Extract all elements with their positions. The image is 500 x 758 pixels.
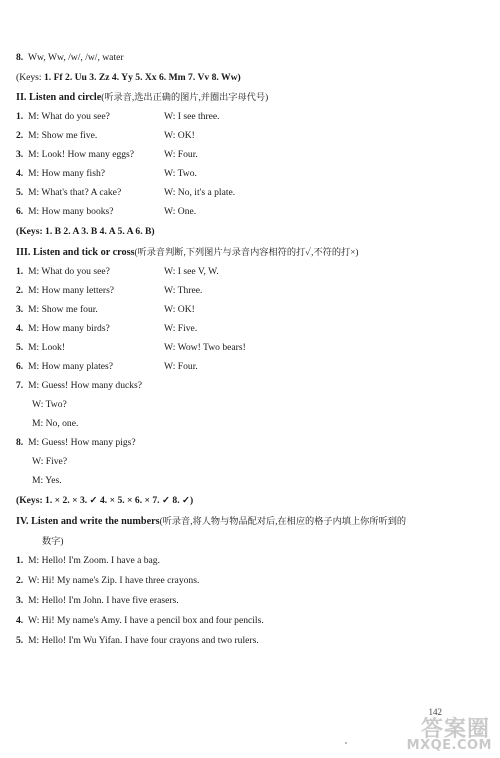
item-text: M: Hello! I'm John. I have five erasers. [28, 595, 179, 606]
section-note: (听录音判断,下列图片与录音内容相符的打✓,不符的打×) [134, 247, 359, 257]
item-text: M: Hello! I'm Zoom. I have a bag. [28, 555, 161, 566]
item-number: 3. [16, 595, 24, 606]
line-w: W: I see three. [164, 111, 220, 122]
line-m: M: How many fish? [28, 168, 106, 179]
item-number: 8. [16, 437, 24, 448]
line-m: M: No, one. [32, 418, 79, 429]
line-m: M: How many letters? [28, 285, 115, 296]
watermark-line-1: 答案圈 [420, 717, 490, 742]
item-number: 2. [16, 285, 24, 296]
line-m: M: How many plates? [28, 361, 113, 372]
line-m: M: Guess! How many ducks? [28, 380, 143, 391]
item-number: 4. [16, 615, 24, 626]
watermark-logo [398, 712, 494, 756]
item-number: 1. [16, 555, 24, 566]
item-text: M: Hello! I'm Wu Yifan. I have four crayons and two rulers. [28, 635, 259, 646]
section-note: (听录音,选出正确的图片,并圈出字母代号) [101, 92, 269, 102]
line-w: W: I see V, W. [164, 266, 219, 277]
section-note-continued: 数字) [42, 536, 64, 546]
section-title: IV. Listen and write the numbers [16, 516, 160, 527]
line-m: M: What do you see? [28, 111, 110, 122]
item-text: Ww, Ww, /w/, /w/, water [28, 52, 124, 63]
item-text: W: Hi! My name's Zip. I have three crayons. [28, 575, 200, 586]
watermark-line-2: MXQE.COM [406, 738, 492, 753]
line-w: W: Two. [164, 168, 197, 179]
line-w: W: Four. [164, 361, 198, 372]
item-text: W: Hi! My name's Amy. I have a pencil box and four pencils. [28, 615, 264, 626]
line-w: W: OK! [164, 130, 195, 141]
section-note: (听录音,将人物与物品配对后,在相应的格子内填上你所听到的 [159, 516, 407, 526]
item-number: 3. [16, 149, 24, 160]
line-w: W: Five? [32, 456, 68, 467]
item-number: 2. [16, 130, 24, 141]
section-title: III. Listen and tick or cross [16, 247, 135, 258]
item-number: 5. [16, 187, 24, 198]
line-w: W: Three. [164, 285, 203, 296]
item-number: 2. [16, 575, 24, 586]
line-m: M: Guess! How many pigs? [28, 437, 136, 448]
keys-text: (Keys: 1. × 2. × 3. ✓ 4. × 5. × 6. × 7. ✓ 8. ✓) [16, 495, 194, 506]
line-w: W: One. [164, 206, 197, 217]
item-number: 7. [16, 380, 24, 391]
line-w: W: Four. [164, 149, 198, 160]
section-title: II. Listen and circle [16, 92, 102, 103]
speck [345, 742, 347, 744]
line-w: W: No, it's a plate. [164, 187, 236, 198]
line-m: M: What's that? A cake? [28, 187, 122, 198]
keys-text: (Keys: 1. B 2. A 3. B 4. A 5. A 6. B) [16, 226, 155, 237]
line-m: M: Show me four. [28, 304, 98, 315]
item-number: 8. [16, 52, 24, 63]
item-number: 5. [16, 342, 24, 353]
item-number: 3. [16, 304, 24, 315]
item-number: 4. [16, 323, 24, 334]
keys-prefix: (Keys: [16, 72, 42, 83]
line-w: W: Wow! Two bears! [164, 342, 246, 353]
line-m: M: How many birds? [28, 323, 110, 334]
line-m: M: Look! [28, 342, 66, 353]
item-number: 5. [16, 635, 24, 646]
page-number: 142 [428, 707, 442, 717]
item-number: 1. [16, 266, 24, 277]
item-number: 4. [16, 168, 24, 179]
item-number: 6. [16, 361, 24, 372]
line-m: M: What do you see? [28, 266, 110, 277]
item-number: 6. [16, 206, 24, 217]
line-w: W: Two? [32, 399, 67, 410]
line-m: M: Yes. [32, 475, 62, 486]
line-m: M: How many books? [28, 206, 114, 217]
line-w: W: OK! [164, 304, 195, 315]
item-number: 1. [16, 111, 24, 122]
line-w: W: Five. [164, 323, 198, 334]
line-m: M: Show me five. [28, 130, 98, 141]
keys-text: 1. Ff 2. Uu 3. Zz 4. Yy 5. Xx 6. Mm 7. Vv 8. Ww) [41, 72, 241, 83]
line-m: M: Look! How many eggs? [28, 149, 135, 160]
